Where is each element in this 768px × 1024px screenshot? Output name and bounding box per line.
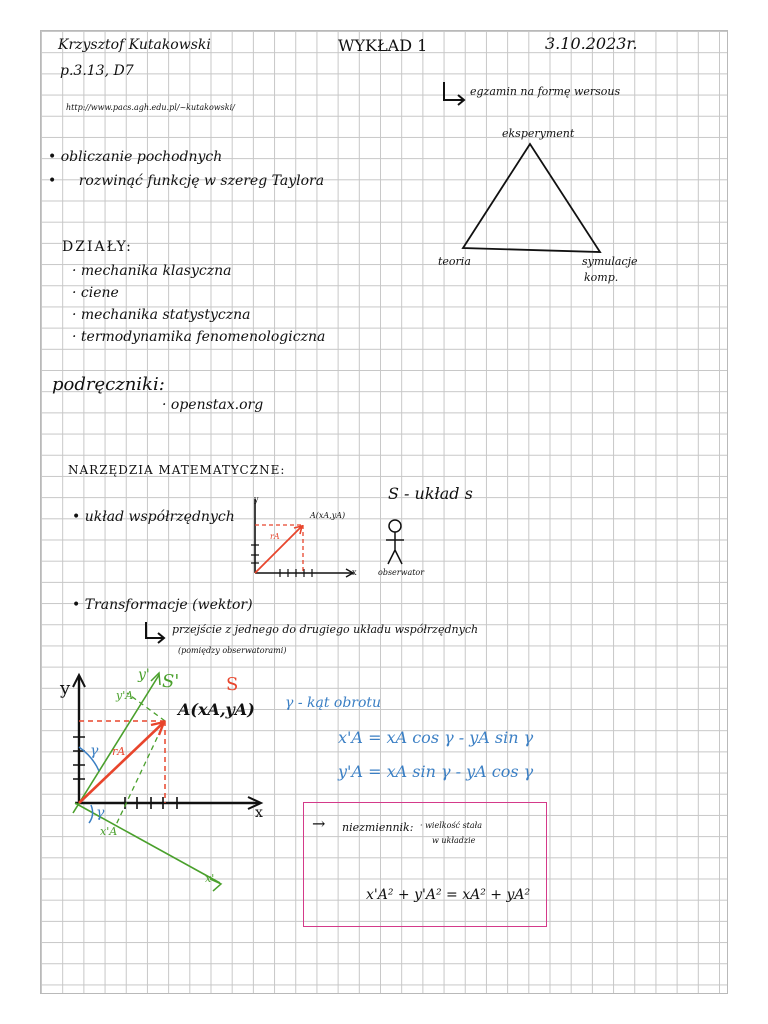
dzialy-heading: DZIAŁY: [62,239,133,255]
gamma-definition: γ - kąt obrotu [285,695,382,711]
podreczniki-heading: podręczniki: [52,374,165,395]
s-label: S [226,674,239,695]
dzialy-item-4: · termodynamika fenomenologiczna [72,329,326,345]
dzialy-item-1: · mechanika klasyczna [72,263,232,279]
narzedzia-item-1: • układ współrzędnych [72,509,235,525]
narzedzia-heading: NARZĘDZIA MATEMATYCZNE: [68,463,286,477]
topic-bullet-1: • obliczanie pochodnych [48,149,223,165]
triangle-top-label: eksperyment [502,127,575,140]
small-ra-label: rA [270,532,280,541]
triangle-left-label: teoria [438,255,471,268]
topic-1: obliczanie pochodnych [60,149,223,165]
hook-arrow-icon-2 [142,620,170,646]
transformation-note: przejście z jednego do drugiego układu współrzędnych [172,623,479,636]
author-name: Krzysztof Kutakowski [58,37,211,53]
lecture-title: WYKŁAD 1 [338,36,428,55]
small-axis-y: y [254,495,259,504]
s-prime-label: S' [162,671,180,692]
invariant-equation: x'A² + y'A² = xA² + yA² [366,887,531,903]
transform-equation-1: x'A = xA cos γ - yA sin γ [338,728,534,747]
transformation-note-sub: (pomiędzy obserwatorami) [178,646,287,655]
invariant-label: niezmiennik: [342,821,414,834]
x-prime-a-label: x'A [100,825,118,838]
hook-arrow-icon [440,80,470,108]
room-number: p.3.13, D7 [60,63,134,79]
transform-equation-2: y'A = xA sin γ - yA cos γ [338,762,534,781]
methods-triangle [455,140,615,260]
small-coordinate-figure [240,495,360,585]
axis-y-prime: y' [138,667,150,683]
dzialy-item-2: · ciene [72,285,119,301]
small-axis-x: x [352,568,357,577]
invariant-desc-1: · wielkość stała [420,821,483,830]
invariant-arrow: → [312,814,326,833]
lecture-date: 3.10.2023r. [545,34,638,53]
r-a-label: rA [112,745,126,758]
narzedzia-item-2: • Transformacje (wektor) [72,597,253,613]
axis-x-prime: x' [205,872,215,885]
exam-note: egzamin na formę wersous [470,85,621,98]
small-point-a: A(xA,yA) [310,511,346,520]
invariant-desc-2: w układzie [432,836,476,845]
y-prime-a-label: y'A [116,689,134,702]
lecturer-url: http://www.pacs.agh.edu.pl/~kutakowski/ [66,103,235,112]
topic-bullet-2: • rozwinąć funkcję w szereg Taylora [48,173,325,189]
gamma-label-1: γ [90,743,99,759]
big-axis-x: x [255,805,263,821]
big-point-a-label: A(xA,yA) [178,700,255,719]
dzialy-item-3: · mechanika statystyczna [72,307,251,323]
observer-stick-figure [380,518,410,568]
triangle-right-label-1: symulacje [582,255,638,268]
gamma-label-2: γ [96,805,105,821]
triangle-right-label-2: komp. [584,271,619,284]
observer-label: obserwator [378,568,425,577]
podreczniki-item: · openstax.org [162,397,264,413]
s-system-label: S - układ s [388,484,473,503]
topic-2: rozwinąć funkcję w szereg Taylora [78,173,325,189]
big-axis-y: y [60,678,71,699]
